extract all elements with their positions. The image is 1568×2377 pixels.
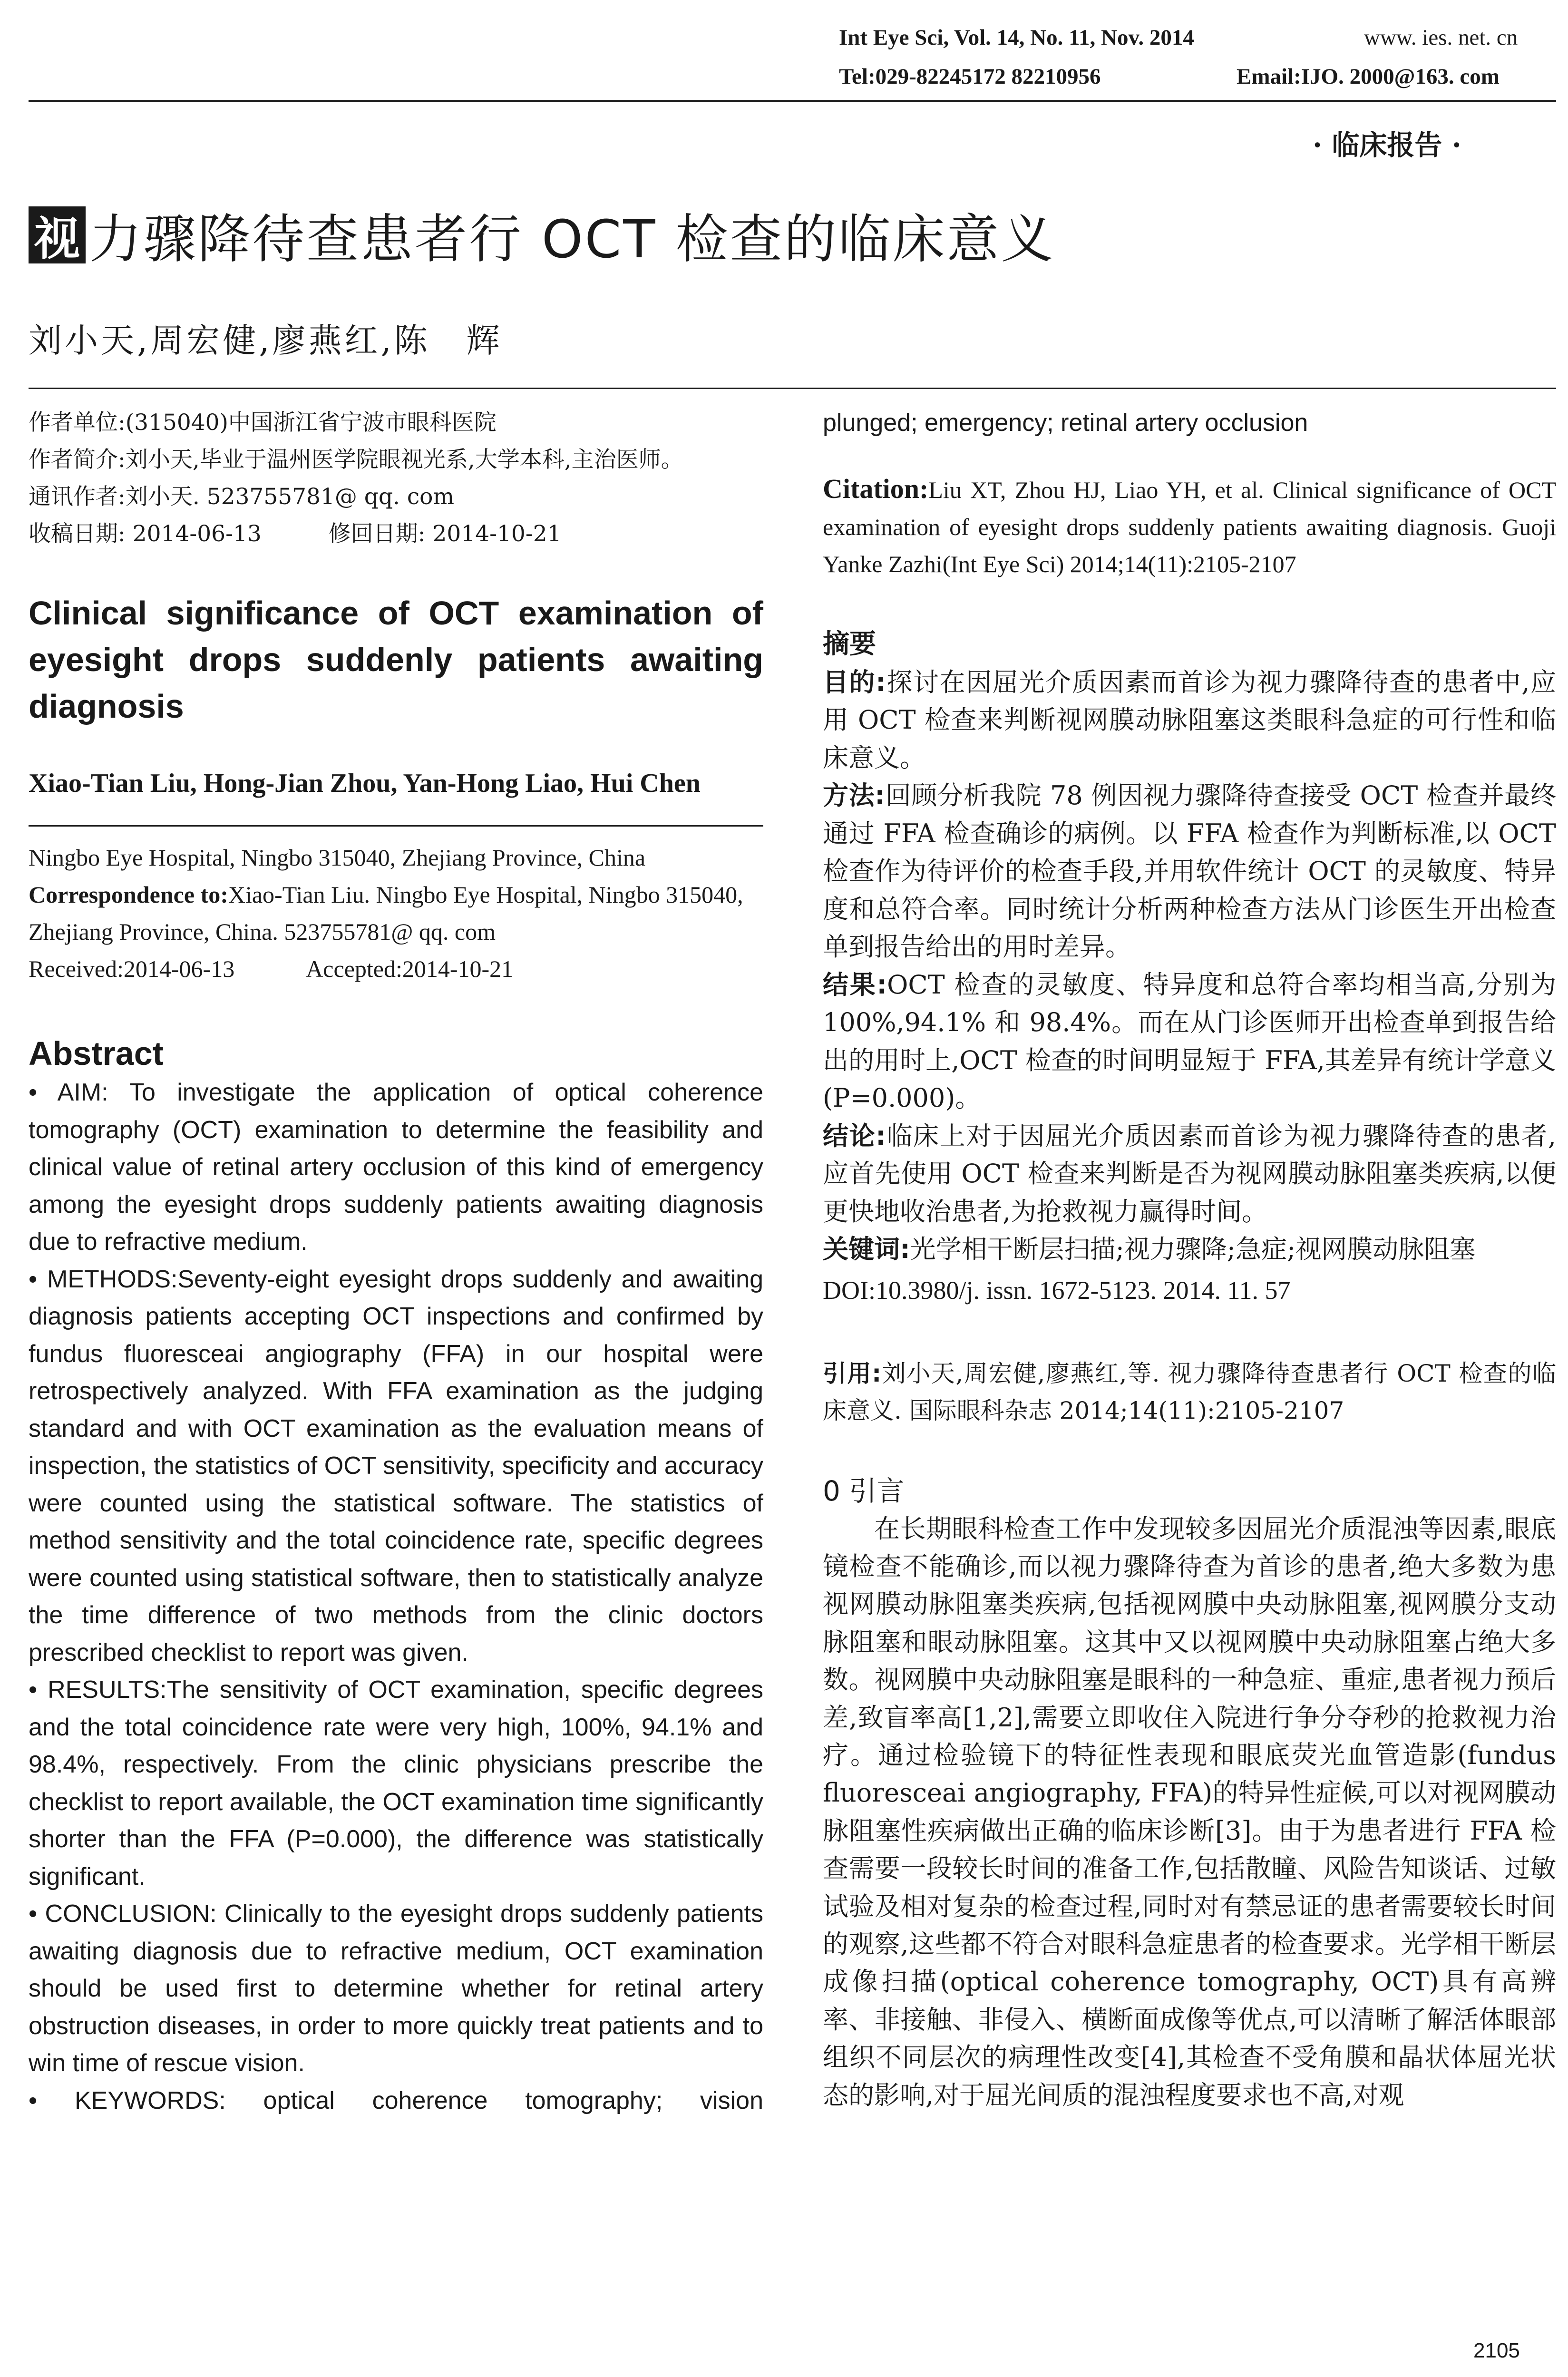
received-dates-en: Received:2014-06-13 Accepted:2014-10-21 bbox=[29, 955, 514, 982]
affiliation: Ningbo Eye Hospital, Ningbo 315040, Zhejiang Province, China bbox=[29, 844, 646, 871]
keywords-text: 光学相干断层扫描;视力骤降;急症;视网膜动脉阻塞 bbox=[910, 1234, 1476, 1264]
abstract-cn-results bbox=[823, 966, 1556, 1117]
journal-tel: Tel:029-82245172 82210956 bbox=[839, 64, 1101, 89]
title-boxed-char: 视 bbox=[29, 206, 86, 263]
citation-label: Citation: bbox=[823, 473, 929, 504]
authors-cn: 刘小天,周宏健,廖燕红,陈 辉 bbox=[29, 321, 503, 360]
methods-text: 回顾分析我院 78 例因视力骤降待查接受 OCT 检查并最终通过 FFA 检查确诊的病例。以 FFA 检查作为判断标准,以 OCT 检查作为待评价的检查手段,并用软件统计 OCT 的灵敏度、特异度和总符合率。同时统计分析两种检查方法从门诊医生开出检查单到报告给出的用时差异。 bbox=[823, 780, 1556, 962]
title-text: 力骤降待查患者行 OCT 检查的临床意义 bbox=[89, 209, 1055, 270]
title-rule bbox=[29, 388, 1556, 389]
abstract-cn-conclusion bbox=[823, 1117, 1556, 1231]
journal-email: Email:IJO. 2000@163. com bbox=[1237, 64, 1500, 89]
cite-cn-text: 刘小天,周宏健,廖燕红,等. 视力骤降待查患者行 OCT 检查的临床意义. 国际眼科杂志 2014;14(11):2105-2107 bbox=[823, 1359, 1556, 1424]
paper-title bbox=[29, 197, 1055, 273]
abstract-aim: • AIM: To investigate the application of optical coherence tomography (OCT) examination to determine the feasibility and clinical value of retinal artery occlusion of this kind of emergency among the eyesight drops suddenly patients awaiting diagnosis due to refractive medium. bbox=[29, 1079, 763, 1256]
conclusion-text: 临床上对于因屈光介质因素而首诊为视力骤降待查的患者,应首先使用 OCT 检查来判断是否为视网膜动脉阻塞类疾病,以便更快地收治患者,为抢救视力赢得时间。 bbox=[823, 1120, 1556, 1227]
author-bio: 作者简介:刘小天,毕业于温州医学院眼视光系,大学本科,主治医师。 bbox=[29, 447, 683, 473]
intro-paragraph: 在长期眼科检查工作中发现较多因屈光介质混浊等因素,眼底镜检查不能确诊,而以视力骤降待查为首诊的患者,绝大多数为患视网膜动脉阻塞类疾病,包括视网膜中央动脉阻塞,视网膜分支动脉阻塞和眼动脉阻塞。这其中又以视网膜中央动脉阻塞占绝大多数。视网膜中央动脉阻塞是眼科的一种急症、重症,患者视力预后差,致盲率高[1,2],需要立即收住入院进行争分夺秒的抢救视力治疗。通过检验镜下的特征性表现和眼底荧光血管造影(fundus fluoresceai angiography, FFA)的特异性症候,可以对视网膜动脉阻塞性疾病做出正确的临床诊断[3]。由于为患者进行 FFA 检查需要一段较长时间的准备工作,包括散瞳、风险告知谈话、过敏试验及相对复杂的检查过程,同时对有禁忌证的患者需要较长时间的观察,这些都不符合对眼科急症患者的检查要求。光学相干断层成像扫描(optical coherence tomography, OCT)具有高辨率、非接触、非侵入、横断面成像等优点,可以清晰了解活体眼部组织不同层次的病理性改变[4],其检查不受角膜和晶状体屈光状态的影响,对于屈光间质的混浊程度要求也不高,对观 bbox=[823, 1513, 1556, 2110]
journal-website: www. ies. net. cn bbox=[1364, 25, 1518, 50]
journal-line: Int Eye Sci, Vol. 14, No. 11, Nov. 2014 bbox=[839, 25, 1194, 50]
results-text: OCT 检查的灵敏度、特异度和总符合率均相当高,分别为 100%,94.1% 和 98.4%。而在从门诊医师开出检查单到报告给出的用时上,OCT 检查的时间明显短于 FFA,其差异有统计学意义(P=0.000)。 bbox=[823, 969, 1556, 1113]
aim-label: 目的: bbox=[823, 667, 886, 697]
methods-label: 方法: bbox=[823, 780, 886, 810]
keywords-en-cont: plunged; emergency; retinal artery occlusion bbox=[823, 409, 1308, 437]
abstract-conclusion: • CONCLUSION: Clinically to the eyesight drops suddenly patients awaiting diagnosis due to refractive medium, OCT examination should be used first to determine whether for retinal artery obstruction diseases, in order to more quickly treat patients and to win time of rescue vision. bbox=[29, 1900, 763, 2077]
abstract-cn-heading: 摘要 bbox=[823, 628, 876, 660]
author-rule bbox=[29, 825, 763, 827]
abstract-cn-aim bbox=[823, 663, 1556, 777]
header-rule bbox=[29, 100, 1556, 102]
keywords-en-start: • KEYWORDS: optical coherence tomography; vision bbox=[29, 2086, 763, 2114]
english-title: Clinical significance of OCT examination of eyesight drops suddenly patients awaiting diagnosis bbox=[29, 594, 763, 725]
keywords-label: 关键词: bbox=[823, 1234, 910, 1264]
citation-cn bbox=[823, 1355, 1556, 1429]
abstract-results: • RESULTS:The sensitivity of OCT examination, specific degrees and the total coincidence rate were very high, 100%, 94.1% and 98.4%, respectively. From the clinic physicians prescribe the checklist to report available, the OCT examination time significantly shorter than the FFA (P=0.000), the difference was statistically significant. bbox=[29, 1676, 763, 1890]
doi: DOI:10.3980/j. issn. 1672-5123. 2014. 11. 57 bbox=[823, 1276, 1291, 1305]
results-label: 结果: bbox=[823, 969, 887, 1000]
right-column bbox=[823, 404, 1556, 2114]
section-tag: · 临床报告 · bbox=[1313, 129, 1461, 161]
correspondence bbox=[29, 876, 763, 950]
conclusion-label: 结论: bbox=[823, 1120, 886, 1151]
left-column bbox=[29, 404, 763, 2119]
citation-en bbox=[823, 470, 1556, 583]
author-unit: 作者单位:(315040)中国浙江省宁波市眼科医院 bbox=[29, 409, 497, 436]
english-authors: Xiao-Tian Liu, Hong-Jian Zhou, Yan-Hong Liao, Hui Chen bbox=[29, 769, 701, 798]
correspondence-label: Correspondence to: bbox=[29, 881, 228, 908]
abstract-heading: Abstract bbox=[29, 1035, 164, 1072]
cite-cn-label: 引用: bbox=[823, 1359, 882, 1387]
intro-heading: 0 引言 bbox=[823, 1474, 905, 1507]
corresponding-author: 通讯作者:刘小天. 523755781@ qq. com bbox=[29, 484, 455, 510]
abstract-cn-methods bbox=[823, 777, 1556, 966]
received-dates-cn: 收稿日期: 2014-06-13 修回日期: 2014-10-21 bbox=[29, 521, 562, 547]
abstract-methods: • METHODS:Seventy-eight eyesight drops suddenly and awaiting diagnosis patients accepting OCT inspections and confirmed by fundus fluoresceai angiography (FFA) in our hospital were retrospectively analyzed. With FFA examination as the judging standard and with OCT examination as the evaluation means of inspection, the statistics of OCT sensitivity, specificity and accuracy were counted using the statistical software. The statistics of method sensitivity and the total coincidence rate, specific degrees were counted using statistical software, then to statistically analyze the time difference of two methods from the clinic doctors prescribed checklist to report was given. bbox=[29, 1265, 763, 1666]
aim-text: 探讨在因屈光介质因素而首诊为视力骤降待查的患者中,应用 OCT 检查来判断视网膜动脉阻塞这类眼科急症的可行性和临床意义。 bbox=[823, 667, 1556, 773]
page-number: 2105 bbox=[1473, 2339, 1520, 2362]
citation-text: Liu XT, Zhou HJ, Liao YH, et al. Clinical significance of OCT examination of eyesight drops suddenly patients awaiting diagnosis. Guoji Yanke Zazhi(Int Eye Sci) 2014;14(11):2105-2107 bbox=[823, 476, 1556, 577]
abstract-cn-keywords bbox=[823, 1230, 1556, 1268]
correspondence-text: Xiao-Tian Liu. Ningbo Eye Hospital, Ningbo 315040, Zhejiang Province, China. 523755781@ qq. com bbox=[29, 881, 743, 945]
